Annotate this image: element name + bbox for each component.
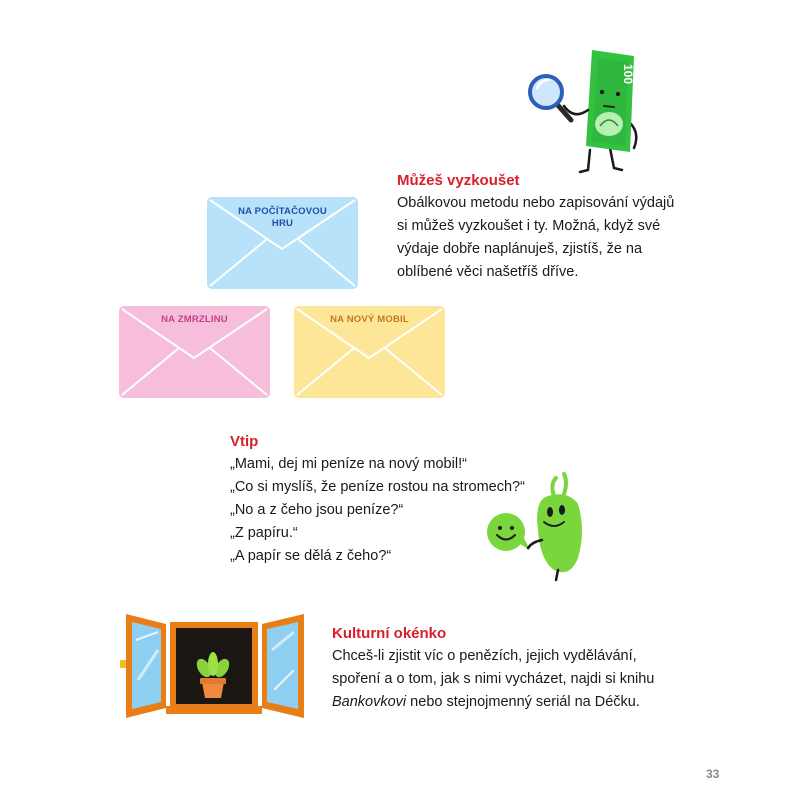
culture-line: Chceš-li zjistit víc o penězích, jejich vydělávání,	[332, 648, 637, 664]
section-try-line: oblíbené věci našetříš dříve.	[397, 264, 579, 280]
green-character-icon	[484, 470, 594, 582]
culture-line	[332, 691, 654, 714]
section-try-title: Můžeš vyzkoušet	[397, 172, 520, 189]
envelope-label: NA NOVÝ MOBIL	[330, 314, 409, 325]
envelope-computer-game	[207, 197, 358, 289]
culture-line-rest: nebo stejnojmenný seriál na Déčku.	[406, 694, 640, 710]
book-title: Bankovkovi	[332, 694, 407, 710]
joke-line: „Co si myslíš, že peníze rostou na stromech?“	[230, 479, 525, 495]
culture-line: spoření a o tom, jak s nimi vycházet, najdi si knihu	[332, 671, 655, 687]
envelope-new-phone	[294, 306, 445, 398]
window-plant-icon	[118, 610, 310, 720]
envelope-label: HRU	[271, 218, 294, 229]
page-number: 33	[706, 767, 720, 781]
section-try-line: si můžeš vyzkoušet i ty. Možná, když své	[397, 218, 661, 234]
joke-line: „Z papíru.“	[230, 525, 298, 541]
section-try-line: Obálkovou metodu nebo zapisování výdajů	[397, 195, 675, 211]
section-culture-body	[332, 645, 654, 714]
joke-line: „No a z čeho jsou peníze?“	[230, 502, 404, 518]
section-try-body	[397, 192, 674, 284]
magnifying-glass-icon	[527, 72, 577, 124]
envelope-label: NA POČÍTAČOVOU	[238, 206, 327, 217]
envelope-ice-cream	[119, 306, 270, 398]
section-culture-title: Kulturní okénko	[332, 625, 447, 642]
section-joke-title: Vtip	[230, 433, 259, 450]
joke-line: „Mami, dej mi peníze na nový mobil!“	[230, 456, 467, 472]
banknote-value: 100	[621, 64, 635, 85]
envelope-label: NA ZMRZLINU	[161, 314, 228, 325]
section-try-line: výdaje dobře naplánuješ, zjistíš, že na	[397, 241, 643, 257]
joke-line: „A papír se dělá z čeho?“	[230, 548, 392, 564]
section-joke-body	[230, 453, 525, 568]
